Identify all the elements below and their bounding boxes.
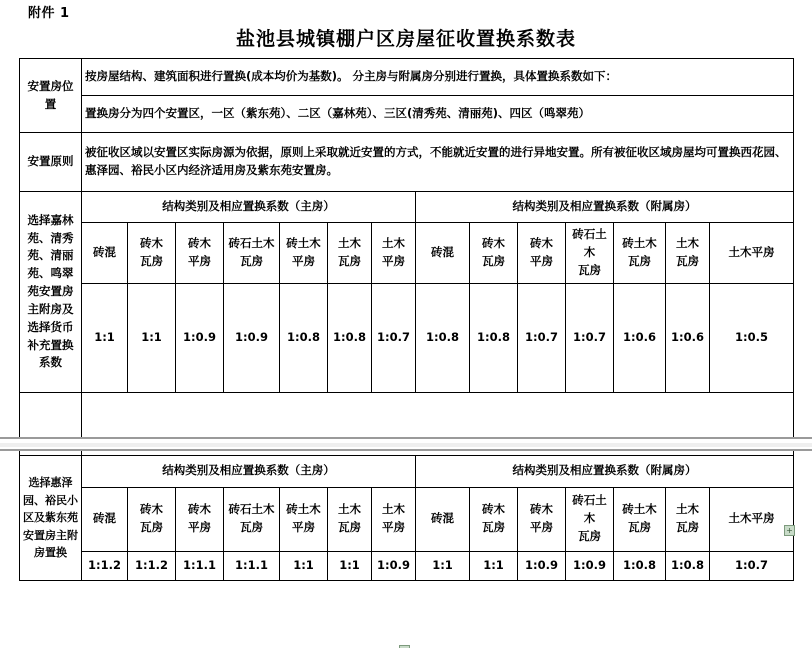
- coef-main-2-5: 1:1: [280, 551, 328, 581]
- stype-main-1-3: 砖木 平房: [176, 223, 224, 284]
- stype-main-1-5: 砖土木 平房: [280, 223, 328, 284]
- resize-handle-right[interactable]: +: [784, 525, 795, 536]
- coef-annex-1-4: 1:0.7: [566, 284, 614, 393]
- coef-main-1-6: 1:0.8: [328, 284, 372, 393]
- stype-annex-2-1: 砖混: [416, 487, 470, 551]
- table-row: [20, 487, 794, 551]
- header-annex-house-2: 结构类别及相应置换系数（附属房）: [416, 456, 794, 488]
- header-main-house-1: 结构类别及相应置换系数（主房）: [82, 192, 416, 223]
- coef-annex-2-4: 1:0.9: [566, 551, 614, 581]
- page-break-divider: [0, 437, 812, 451]
- coef-annex-1-5: 1:0.6: [614, 284, 666, 393]
- bottom-strip: [0, 648, 812, 661]
- coef-main-1-2: 1:1: [128, 284, 176, 393]
- anzhi-yuanze-line-2: 惠泽园、裕民小区内经济适用房及紫东苑安置房。: [85, 163, 338, 177]
- stype-main-1-7: 土木 平房: [372, 223, 416, 284]
- coef-annex-1-2: 1:0.8: [470, 284, 518, 393]
- coef-main-2-1: 1:1.2: [82, 551, 128, 581]
- coef-main-1-3: 1:0.9: [176, 284, 224, 393]
- cell-block1-label: 选择嘉林苑、清秀苑、清丽苑、鸣翠苑安置房主附房及选择货币补充置换系数: [20, 192, 82, 393]
- stype-annex-2-3: 砖木 平房: [518, 487, 566, 551]
- stype-main-1-2: 砖木 瓦房: [128, 223, 176, 284]
- stype-main-1-1: 砖混: [82, 223, 128, 284]
- header-annex-house-1: 结构类别及相应置换系数（附属房）: [416, 192, 794, 223]
- stype-main-1-6: 土木 瓦房: [328, 223, 372, 284]
- coef-main-2-2: 1:1.2: [128, 551, 176, 581]
- cell-placement-rule: 按房屋结构、建筑面积进行置换(成本均价为基数)。 分主房与附属房分别进行置换，具体置换系数如下：: [82, 59, 794, 96]
- table-row: [20, 192, 794, 223]
- cell-anzhi-yuanze-text: [82, 133, 794, 192]
- coefficient-table: [19, 58, 794, 581]
- stype-annex-1-5: 砖土木 瓦房: [614, 223, 666, 284]
- coef-main-1-7: 1:0.7: [372, 284, 416, 393]
- coef-annex-2-2: 1:1: [470, 551, 518, 581]
- coef-main-2-4: 1:1.1: [224, 551, 280, 581]
- stype-annex-1-6: 土木 瓦房: [666, 223, 710, 284]
- stype-main-2-3: 砖木 平房: [176, 487, 224, 551]
- table-row: [20, 223, 794, 284]
- coef-annex-2-6: 1:0.8: [666, 551, 710, 581]
- cell-anzhifang-weizhi: 安置房位置: [20, 59, 82, 133]
- cell-anzhi-yuanze: 安置原则: [20, 133, 82, 192]
- stype-annex-1-1: 砖混: [416, 223, 470, 284]
- coef-annex-1-3: 1:0.7: [518, 284, 566, 393]
- table-row: [20, 59, 794, 96]
- stype-annex-1-7: 土木平房: [710, 223, 794, 284]
- stype-main-2-7: 土木 平房: [372, 487, 416, 551]
- coef-annex-2-1: 1:1: [416, 551, 470, 581]
- stype-main-2-1: 砖混: [82, 487, 128, 551]
- attachment-label: 附件 1: [28, 6, 70, 21]
- table-row: [20, 456, 794, 488]
- cell-zone-list: 置换房分为四个安置区，一区（紫东苑）、二区（嘉林苑）、三区(清秀苑、清丽苑)、四区（鸣翠苑）: [82, 96, 794, 133]
- coef-main-2-6: 1:1: [328, 551, 372, 581]
- stype-main-2-6: 土木 瓦房: [328, 487, 372, 551]
- coef-annex-2-3: 1:0.9: [518, 551, 566, 581]
- cell-block2-label: 选择惠泽园、裕民小区及紫东苑安置房主附房置换: [20, 456, 82, 581]
- table-row: [20, 551, 794, 581]
- coef-annex-1-6: 1:0.6: [666, 284, 710, 393]
- anzhi-yuanze-line-1: 被征收区域以安置区实际房源为依据，原则上采取就近安置的方式，不能就近安置的进行异地安置。所有被征收区域房屋均可置换西花园、: [85, 145, 787, 160]
- coef-main-2-3: 1:1.1: [176, 551, 224, 581]
- stype-annex-2-2: 砖木 瓦房: [470, 487, 518, 551]
- stype-annex-2-6: 土木 瓦房: [666, 487, 710, 551]
- page-break-gap: [0, 443, 812, 447]
- coef-main-1-5: 1:0.8: [280, 284, 328, 393]
- coef-annex-1-7: 1:0.5: [710, 284, 794, 393]
- stype-main-2-5: 砖土木 平房: [280, 487, 328, 551]
- coef-main-1-1: 1:1: [82, 284, 128, 393]
- document-title: 盐池县城镇棚户区房屋征收置换系数表: [235, 28, 576, 50]
- stype-annex-2-4: 砖石土木 瓦房: [566, 487, 614, 551]
- stype-annex-1-2: 砖木 瓦房: [470, 223, 518, 284]
- table-row: [20, 284, 794, 393]
- stype-annex-1-3: 砖木 平房: [518, 223, 566, 284]
- stype-main-1-4: 砖石土木 瓦房: [224, 223, 280, 284]
- header-main-house-2: 结构类别及相应置换系数（主房）: [82, 456, 416, 488]
- coef-annex-2-5: 1:0.8: [614, 551, 666, 581]
- coef-main-2-7: 1:0.9: [372, 551, 416, 581]
- table-row: [20, 96, 794, 133]
- stype-main-2-4: 砖石土木 瓦房: [224, 487, 280, 551]
- table-row: [20, 133, 794, 192]
- coef-annex-1-1: 1:0.8: [416, 284, 470, 393]
- stype-main-2-2: 砖木 瓦房: [128, 487, 176, 551]
- coef-main-1-4: 1:0.9: [224, 284, 280, 393]
- stype-annex-2-5: 砖土木 瓦房: [614, 487, 666, 551]
- stype-annex-1-4: 砖石土木 瓦房: [566, 223, 614, 284]
- coef-annex-2-7: 1:0.7: [710, 551, 794, 581]
- stype-annex-2-7: 土木平房: [710, 487, 794, 551]
